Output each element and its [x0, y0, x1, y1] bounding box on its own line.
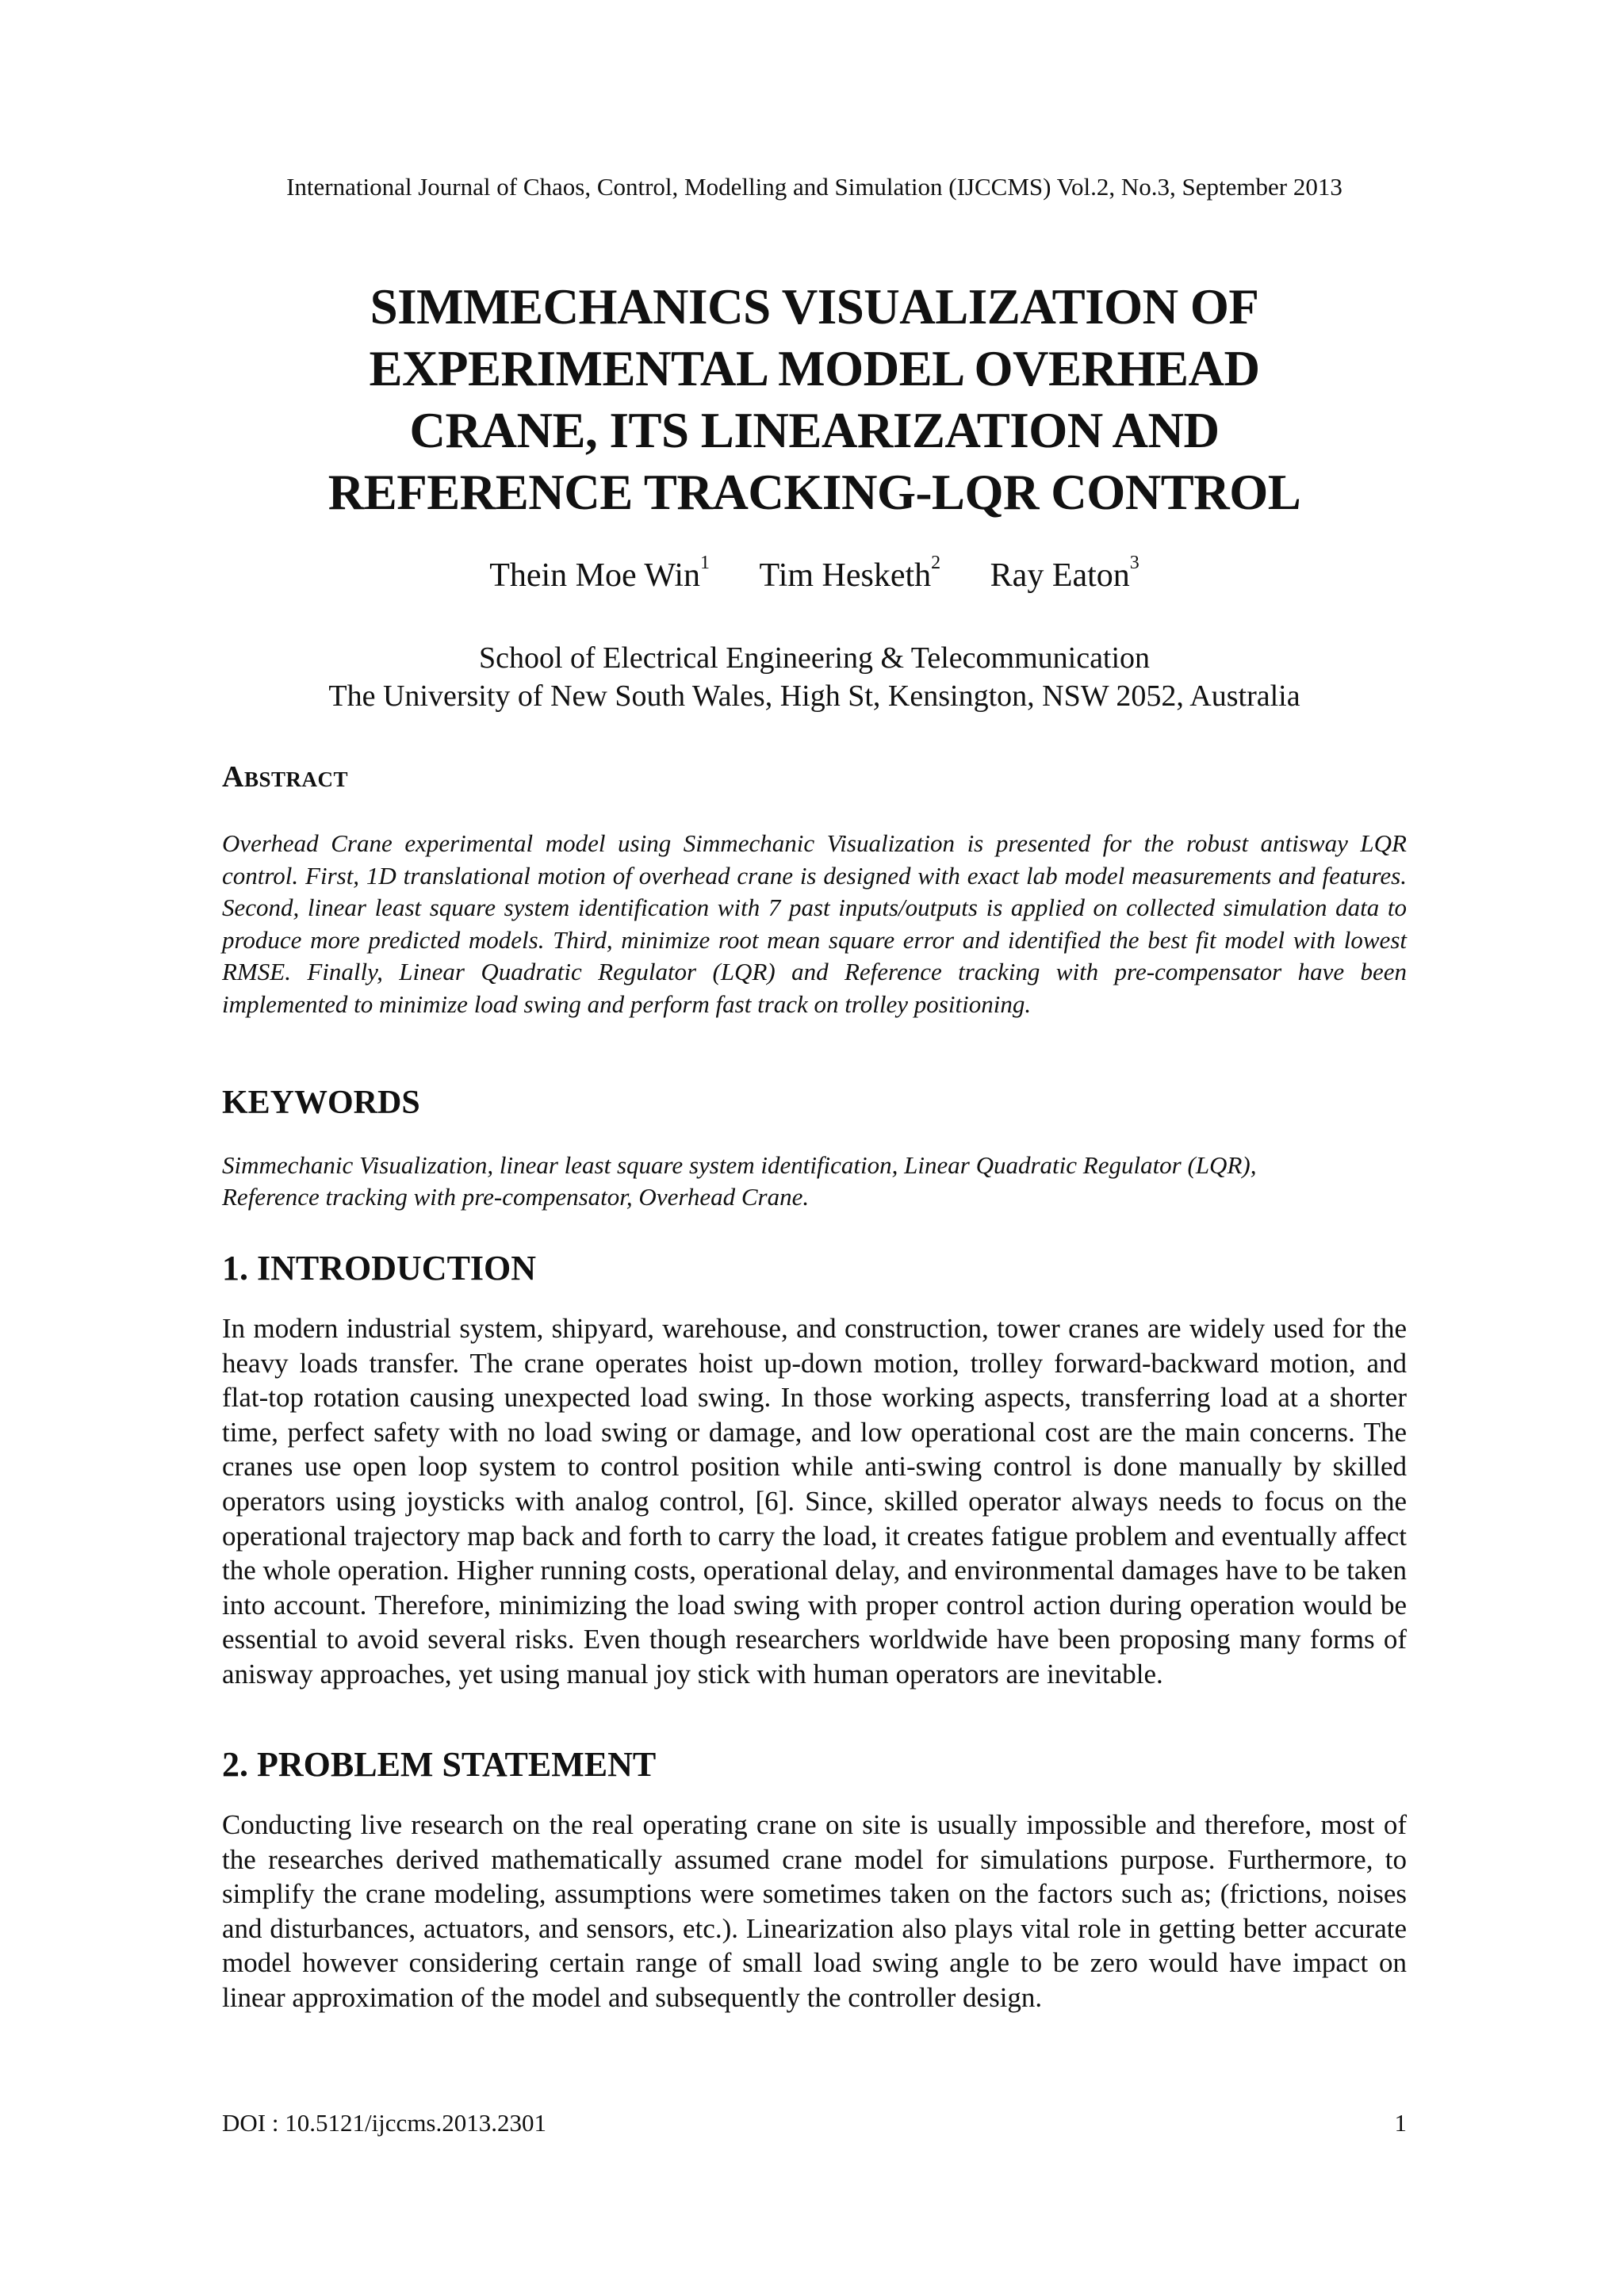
- author-name: Tim Hesketh: [759, 557, 932, 594]
- abstract-text: Overhead Crane experimental model using Simmechanic Visualization is presented for the robust antisway LQR control. First, 1D translational motion of overhead crane is designed with exact lab model measurements and features. Second, linear least square system identification with 7 past inputs/outputs is applied on collected simulation data to produce more predicted models. Third, minimize root mean square error and identified the best fit model with lowest RMSE. Finally, Linear Quadratic Regulator (LQR) and Reference tracking with pre-compensator have been implemented to minimize load swing and perform fast track on trolley positioning.: [222, 829, 1407, 1018]
- abstract-heading: Abstract: [222, 760, 348, 794]
- affiliation-address: The University of New South Wales, High St, Kensington, NSW 2052, Australia: [328, 679, 1300, 713]
- paper-title: [222, 276, 1407, 523]
- title-line: SIMMECHANICS VISUALIZATION OF: [370, 279, 1259, 335]
- section-heading-problem-statement: 2. PROBLEM STATEMENT: [222, 1745, 657, 1784]
- author-affiliation-mark: 1: [700, 553, 710, 573]
- title-line: REFERENCE TRACKING-LQR CONTROL: [327, 465, 1301, 520]
- affiliation-school: School of Electrical Engineering & Telecommunication: [478, 641, 1151, 675]
- title-line: EXPERIMENTAL MODEL OVERHEAD: [369, 341, 1260, 396]
- problem-statement-body: Conducting live research on the real operating crane on site is usually impossible and therefore, most of the researches derived mathematically assumed crane model for simulations purpose. Furthermore, to simplify the crane modeling, assumptions were sometimes taken on the factors such as; (frictions, noises and disturbances, actuators, and sensors, etc.). Linearization also plays vital role in getting better accurate model however considering certain range of small load swing angle to be zero would have impact on linear approximation of the model and subsequently the controller design.: [222, 1809, 1407, 2013]
- keywords-heading: KEYWORDS: [222, 1085, 420, 1121]
- author: [489, 555, 710, 596]
- keywords-line: Simmechanic Visualization, linear least square system identification, Linear Quadratic Regulator (LQR),: [222, 1151, 1257, 1179]
- title-line: CRANE, ITS LINEARIZATION AND: [409, 403, 1220, 458]
- affiliation: [222, 639, 1407, 715]
- introduction-body: In modern industrial system, shipyard, warehouse, and construction, tower cranes are widely used for the heavy loads transfer. The crane operates hoist up-down motion, trolley forward-backward motion, and flat-top rotation causing unexpected load swing. In those working aspects, transferring load at a shorter time, perfect safety with no load swing or damage, and low operational cost are the main concerns. The cranes use open loop system to control position while anti-swing control is done manually by skilled operators using joysticks with analog control, [6]. Since, skilled operator always needs to focus on the operational trajectory map back and forth to carry the load, it creates fatigue problem and eventually affect the whole operation. Higher running costs, operational delay, and environmental damages have to be taken into account. Therefore, minimizing the load swing with proper control action during operation would be essential to avoid several risks. Even though researchers worldwide have been proposing many forms of anisway approaches, yet using manual joy stick with human operators are inevitable.: [222, 1313, 1407, 1689]
- author-affiliation-mark: 3: [1129, 553, 1139, 573]
- author-list: [222, 555, 1407, 596]
- author-name: Thein Moe Win: [489, 557, 701, 594]
- section-heading-introduction: 1. INTRODUCTION: [222, 1249, 537, 1288]
- author-name: Ray Eaton: [990, 557, 1130, 594]
- keywords-text: [222, 1150, 1407, 1213]
- journal-running-header: International Journal of Chaos, Control, Modelling and Simulation (IJCCMS) Vol.2, No.3, September 2013: [286, 173, 1342, 201]
- author: [760, 555, 941, 596]
- author-affiliation-mark: 2: [931, 553, 941, 573]
- doi-footer: DOI : 10.5121/ijccms.2013.2301: [222, 2109, 546, 2137]
- page-number: 1: [1394, 2109, 1407, 2137]
- keywords-line: Reference tracking with pre-compensator, Overhead Crane.: [222, 1183, 810, 1211]
- author: [990, 555, 1139, 596]
